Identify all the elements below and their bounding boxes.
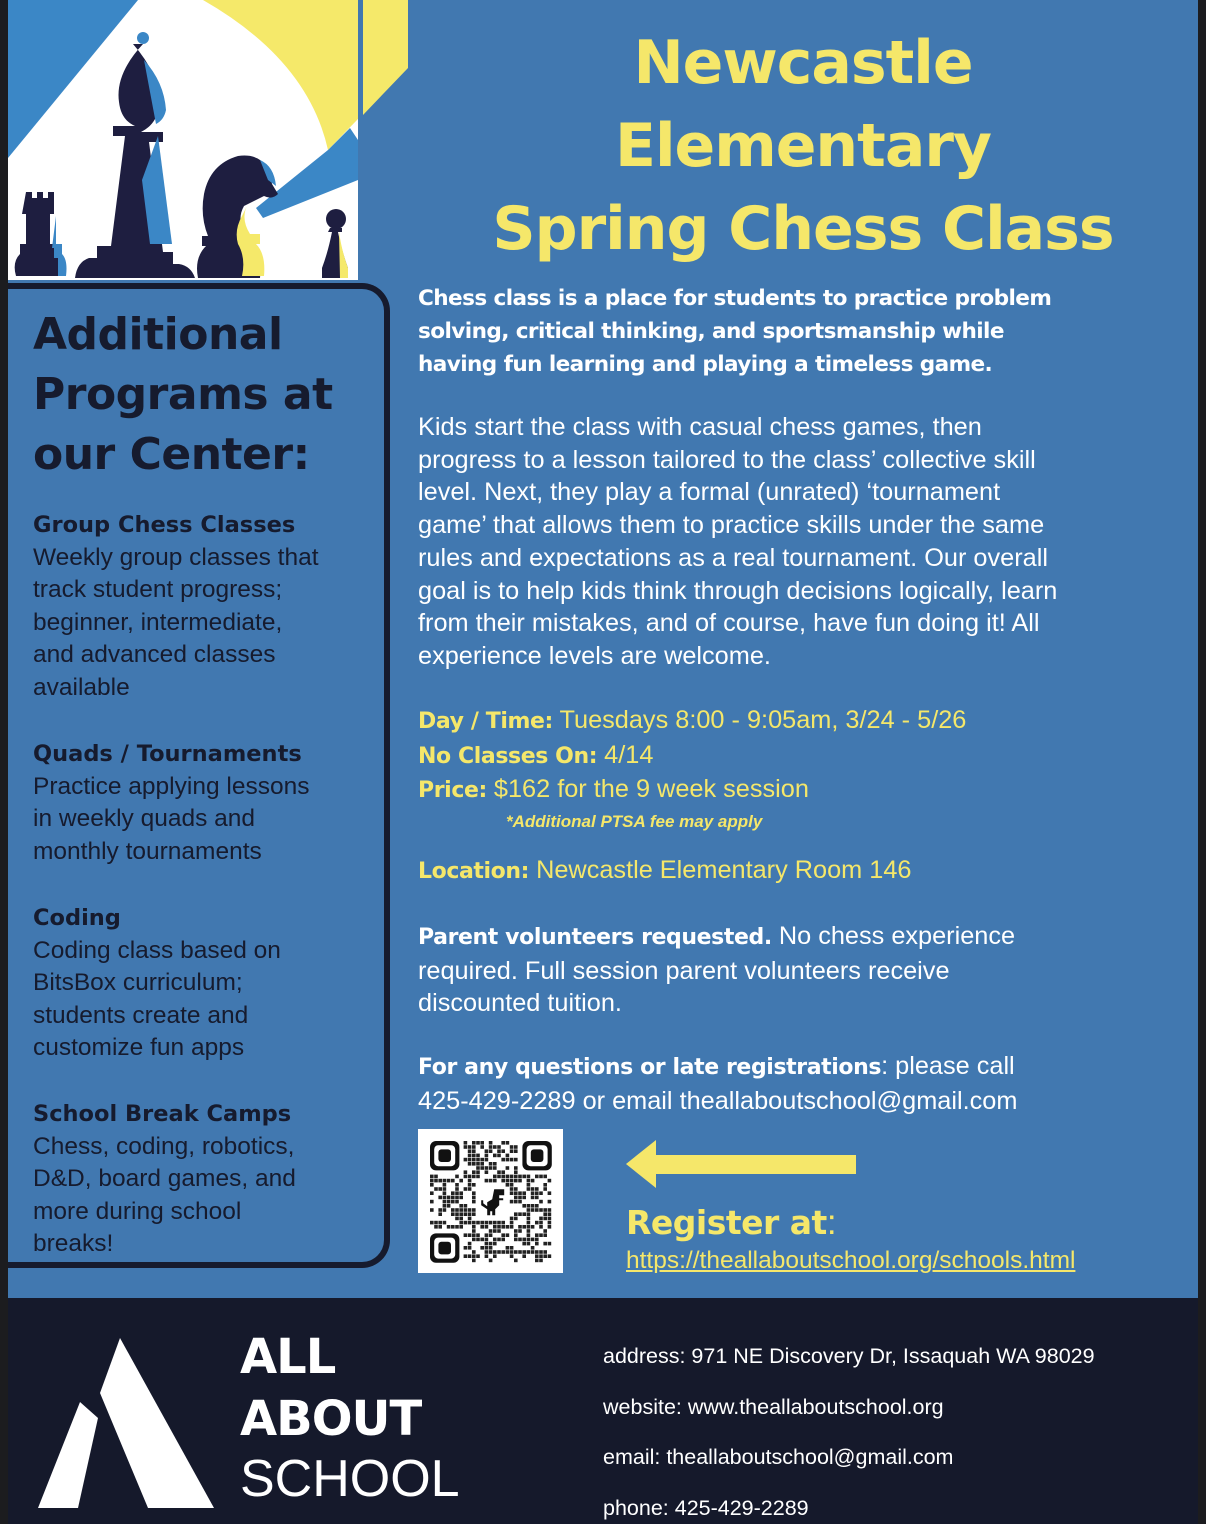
day-time-value: Tuesdays 8:00 - 9:05am, 3/24 - 5/26 (552, 706, 967, 734)
register-label: Register at (626, 1203, 827, 1242)
body-line: progress to a lesson tailored to the class’ collective skill (418, 445, 1036, 474)
desc-line: Coding class based on (33, 936, 281, 964)
register-section (626, 1200, 1075, 1276)
price-label: Price: (418, 778, 487, 804)
program-group-chess (33, 509, 319, 705)
volunteers-paragraph (418, 920, 1015, 1020)
questions-text: : please call (881, 1052, 1015, 1080)
desc-line: monthly tournaments (33, 837, 262, 865)
price-value: $162 for the 9 week session (486, 775, 809, 804)
body-line: experience levels are welcome. (418, 641, 771, 670)
desc-line: students create and (33, 1001, 249, 1029)
body-line: rules and expectations as a real tournament. Our overall (418, 543, 1048, 572)
volunteers-text: No chess experience (771, 922, 1016, 950)
contact-address: address: 971 NE Discovery Dr, Issaquah WA 98029 (603, 1344, 1095, 1368)
qr-finder-pattern (522, 1141, 551, 1170)
program-name: Quads / Tournaments (33, 741, 302, 767)
qr-code-image (418, 1129, 563, 1273)
contact-email[interactable]: email: theallaboutschool@gmail.com (603, 1445, 954, 1470)
day-time-row (418, 704, 966, 739)
location-row (418, 854, 912, 889)
programs-heading (33, 305, 333, 485)
program-name: Coding (33, 905, 121, 931)
additional-programs-panel (8, 283, 390, 1268)
desc-line: Chess, coding, robotics, (33, 1132, 295, 1160)
all-about-school-logo-icon (38, 1338, 218, 1508)
registration-qr-code[interactable] (418, 1129, 563, 1273)
program-description (33, 771, 309, 869)
program-quads-tournaments (33, 738, 309, 868)
desc-line: Weekly group classes that (33, 543, 319, 571)
day-time-label: Day / Time: (418, 709, 553, 734)
title-line: Newcastle (633, 28, 973, 98)
heading-line: Additional (33, 309, 283, 360)
intro-line: solving, critical thinking, and sportsmanship while (418, 319, 1004, 344)
ptsa-fee-note: *Additional PTSA fee may apply (506, 812, 763, 832)
volunteers-text: required. Full session parent volunteers receive (418, 956, 950, 985)
contact-info (603, 1331, 1095, 1524)
volunteers-text: discounted tuition. (418, 989, 622, 1018)
questions-paragraph (418, 1050, 1017, 1117)
desc-line: beginner, intermediate, (33, 608, 283, 636)
body-line: game’ that allows them to practice skills under the same (418, 511, 1045, 540)
desc-line: D&D, board games, and (33, 1165, 296, 1193)
class-details (418, 704, 966, 836)
intro-line: Chess class is a place for students to practice problem (418, 286, 1052, 311)
description-paragraph (418, 411, 1057, 673)
program-coding (33, 902, 281, 1065)
questions-heading: For any questions or late registrations (418, 1055, 882, 1080)
brand-wordmark (240, 1326, 460, 1508)
title-line: Spring Chess Class (492, 194, 1114, 264)
chess-pieces-illustration (8, 0, 408, 290)
desc-line: more during school (33, 1197, 242, 1225)
register-colon: : (826, 1203, 837, 1242)
qr-dino-icon (481, 1189, 504, 1215)
desc-line: and advanced classes (33, 641, 276, 669)
volunteers-heading: Parent volunteers requested. (418, 925, 772, 950)
program-name: School Break Camps (33, 1101, 292, 1127)
no-classes-row (418, 739, 966, 774)
footer (8, 1298, 1198, 1524)
desc-line: Practice applying lessons (33, 772, 310, 800)
title-line: Elementary (614, 111, 992, 181)
qr-finder-pattern (430, 1233, 459, 1262)
flyer-title (408, 22, 1198, 271)
intro-line: having fun learning and playing a timeless game. (418, 352, 993, 377)
program-description (33, 1131, 296, 1261)
heading-line: our Center: (33, 429, 310, 480)
brand-line: SCHOOL (240, 1450, 460, 1508)
intro-paragraph (418, 282, 1051, 381)
location-label: Location: (418, 859, 530, 884)
program-description (33, 935, 281, 1065)
desc-line: in weekly quads and (33, 805, 256, 833)
contact-website[interactable]: website: www.theallaboutschool.org (603, 1394, 944, 1419)
brand-line: ABOUT (240, 1391, 422, 1447)
body-line: Kids start the class with casual chess games, then (418, 413, 982, 441)
desc-line: available (33, 673, 130, 701)
questions-contact: 425-429-2289 or email theallaboutschool@gmail.com (418, 1086, 1018, 1115)
desc-line: customize fun apps (33, 1034, 245, 1062)
register-link[interactable]: https://theallaboutschool.org/schools.html (626, 1247, 1076, 1274)
body-line: from their mistakes, and of course, have fun doing it! All (418, 609, 1040, 638)
flyer-page (8, 0, 1198, 1524)
program-description (33, 542, 319, 705)
desc-line: BitsBox curriculum; (33, 969, 243, 997)
desc-line: breaks! (33, 1230, 114, 1258)
qr-finder-pattern (430, 1141, 459, 1170)
location-value: Newcastle Elementary Room 146 (529, 856, 912, 884)
body-line: goal is to help kids think through decisions logically, learn (418, 576, 1058, 605)
contact-phone[interactable]: phone: 425-429-2289 (603, 1496, 809, 1521)
program-name: Group Chess Classes (33, 512, 296, 538)
arrow-left-icon (626, 1138, 866, 1190)
program-school-break-camps (33, 1098, 296, 1261)
no-classes-value: 4/14 (597, 740, 654, 769)
body-line: level. Next, they play a formal (unrated) ‘tournament (418, 478, 1001, 507)
price-row (418, 773, 966, 808)
heading-line: Programs at (33, 369, 333, 420)
brand-line: ALL (240, 1329, 336, 1385)
no-classes-label: No Classes On: (418, 743, 598, 769)
desc-line: track student progress; (33, 576, 283, 604)
